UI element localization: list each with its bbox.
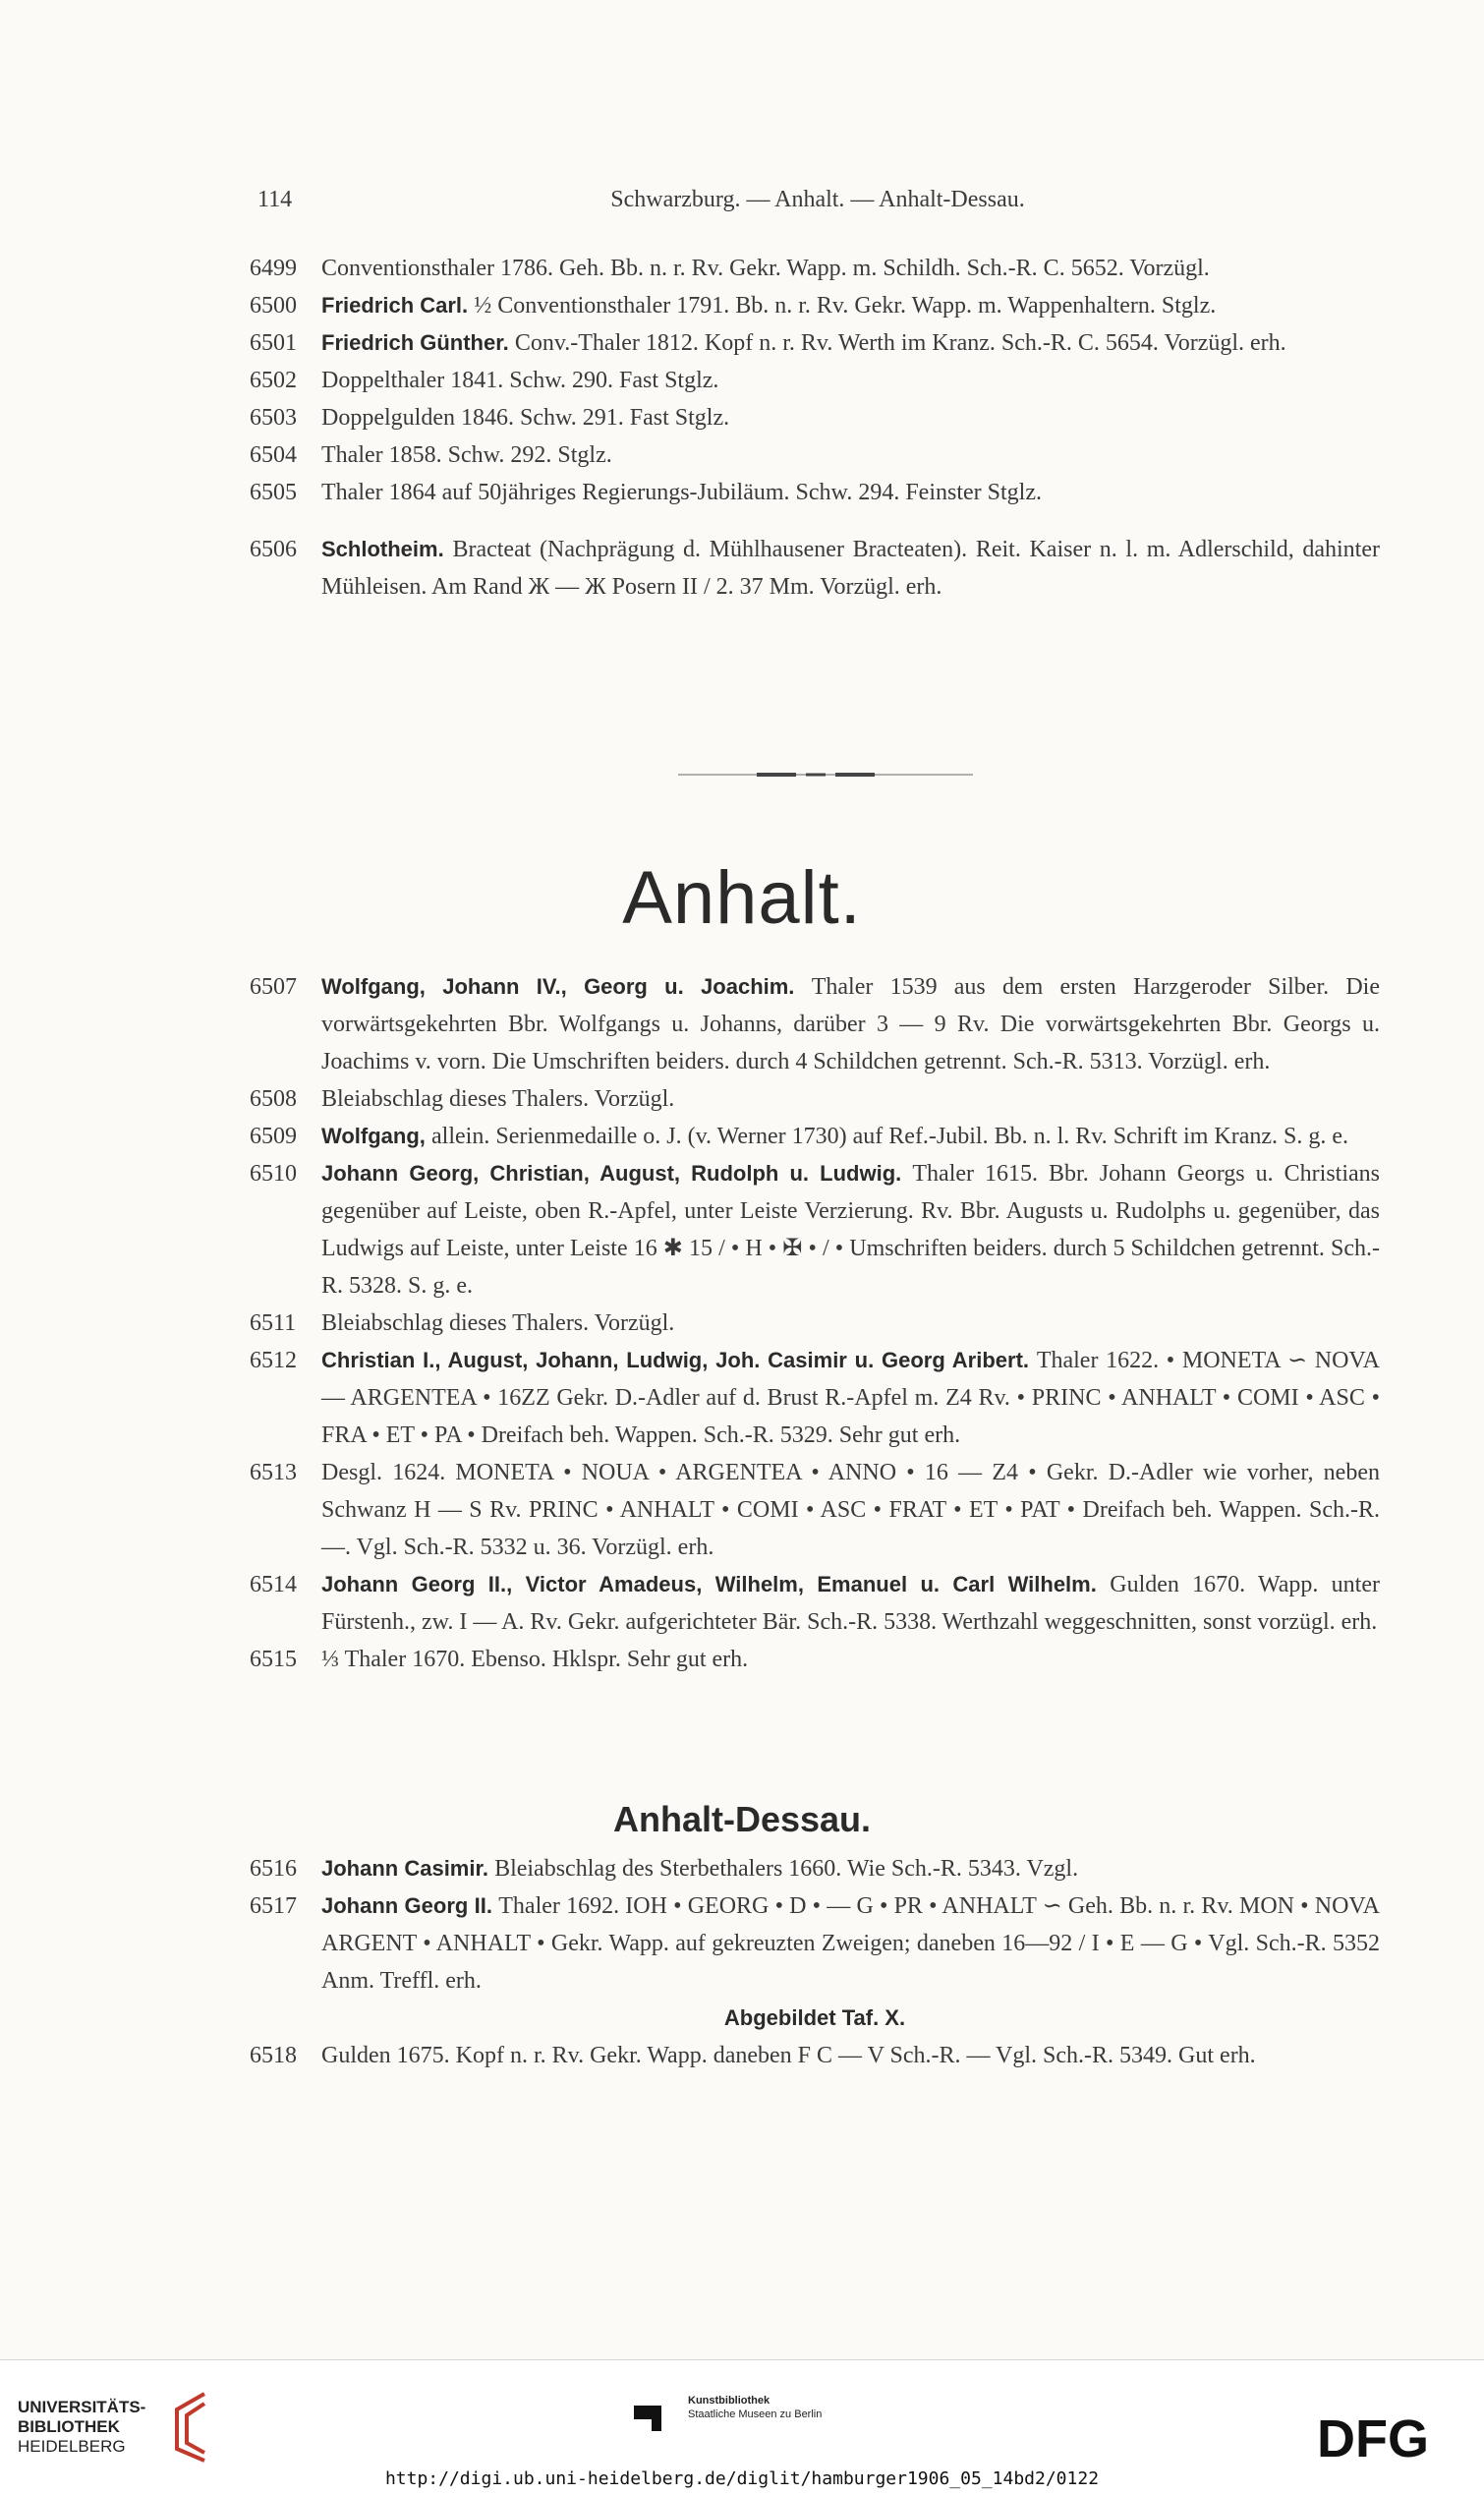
entry-ruler: Friedrich Günther.: [321, 330, 515, 355]
entry-ruler: Schlotheim.: [321, 537, 453, 561]
entries-schwarzburg: [250, 250, 1380, 606]
kunstbibliothek-label[interactable]: [688, 2394, 822, 2421]
section-heading-anhalt-dessau: Anhalt-Dessau.: [612, 1799, 872, 1839]
entry-text: ⅓ Thaler 1670. Ebenso. Hklspr. Sehr gut erh.: [321, 1647, 749, 1672]
running-title: Schwarzburg. — Anhalt. — Anhalt-Dessau.: [610, 187, 1025, 212]
entry-text: Doppelthaler 1841. Schw. 290. Fast Stglz.: [321, 368, 719, 393]
entry-ruler: Christian I., August, Johann, Ludwig, Joh. Casimir u. Georg Aribert.: [321, 1348, 1037, 1372]
entry-ruler: Wolfgang, Johann IV., Georg u. Joachim.: [321, 974, 812, 999]
catalog-entry: [250, 1641, 1380, 1678]
entry-number: 6500: [250, 293, 297, 319]
entry-number: 6501: [250, 330, 297, 356]
catalog-entry: [250, 436, 1380, 474]
logo-line: BIBLIOTHEK: [18, 2417, 120, 2436]
catalog-entry: [250, 1454, 1380, 1566]
university-library-logo[interactable]: [18, 2398, 145, 2457]
dfg-logo[interactable]: [1317, 2409, 1464, 2465]
entry-number: 6510: [250, 1161, 297, 1187]
entry-text: Thaler 1692. IOH • GEORG • D • — G • PR • ANHALT ∽ Geh. Bb. n. r. Rv. MON • NOVA ARGENT • ANHALT • Gekr. Wapp. auf gekreuzten Zweigen; daneben 16—92 / I • E — G • Vgl. Sch.-R. 5352 Anm. Treffl. erh.: [321, 1893, 1380, 1994]
university-mark-icon: [165, 2390, 210, 2463]
entry-text: ½ Conventionsthaler 1791. Bb. n. r. Rv. Gekr. Wapp. m. Wappenhaltern. Stglz.: [474, 293, 1217, 319]
catalog-entry: [250, 399, 1380, 436]
entry-text: allein. Serienmedaille o. J. (v. Werner 1730) auf Ref.-Jubil. Bb. n. l. Rv. Schrift im Kranz. S. g. e.: [431, 1124, 1349, 1149]
catalog-entry: [250, 362, 1380, 399]
entry-number: 6502: [250, 368, 297, 393]
catalog-entry: [250, 1887, 1380, 2000]
entry-number: 6505: [250, 480, 297, 505]
catalog-entry: [250, 1080, 1380, 1118]
entry-text: Conv.-Thaler 1812. Kopf n. r. Rv. Werth im Kranz. Sch.-R. C. 5654. Vorzügl. erh.: [514, 330, 1286, 356]
page-header: [257, 187, 1378, 226]
entry-text: Gulden 1670. Wapp. unter Fürstenh., zw. I — A. Rv. Gekr. aufgerichteter Bär. Sch.-R. 5338. Werthzahl weggeschnitten, sonst vorzügl. erh.: [321, 1572, 1380, 1635]
entry-number: 6509: [250, 1124, 297, 1149]
catalog-entry: [250, 1155, 1380, 1305]
entry-text: Doppelgulden 1846. Schw. 291. Fast Stglz.: [321, 405, 730, 431]
entry-number: 6499: [250, 256, 297, 281]
entry-number: 6514: [250, 1572, 297, 1597]
catalog-entry: [250, 968, 1380, 1080]
logo-line: UNIVERSITÄTS-: [18, 2398, 146, 2416]
entry-text: Thaler 1864 auf 50jähriges Regierungs-Jubiläum. Schw. 294. Feinster Stglz.: [321, 480, 1042, 505]
entry-number: 6504: [250, 442, 297, 468]
entry-number: 6515: [250, 1647, 297, 1672]
entry-text: Desgl. 1624. MONETA • NOUA • ARGENTEA • ANNO • 16 — Z4 • Gekr. D.-Adler wie vorher, neben Schwanz H — S Rv. PRINC • ANHALT • COMI • ASC • FRAT • ET • PAT • Dreifach beh. Wappen. Sch.-R. —. Vgl. Sch.-R. 5332 u. 36. Vorzügl. erh.: [321, 1460, 1380, 1560]
entry-ruler: Johann Georg II., Victor Amadeus, Wilhelm, Emanuel u. Carl Wilhelm.: [321, 1572, 1111, 1596]
entry-text: Thaler 1539 aus dem ersten Harzgeroder Silber. Die vorwärtsgekehrten Bbr. Wolfgangs u. Johanns, darüber 3 — 9 Rv. Die vorwärtsgekehrten Bbr. Georgs u. Joachims v. vorn. Die Umschriften beiders. durch 4 Schildchen getrennt. Sch.-R. 5313. Vorzügl. erh.: [321, 974, 1380, 1074]
kb-line: Kunstbibliothek: [688, 2395, 771, 2407]
catalog-entry: [250, 1342, 1380, 1454]
section-heading-anhalt: Anhalt.: [622, 856, 862, 940]
entry-number: 6517: [250, 1893, 297, 1919]
catalog-entry: [250, 531, 1380, 606]
entry-text: Thaler 1622. • MONETA ∽ NOVA — ARGENTEA • 16ZZ Gekr. D.-Adler auf d. Brust R.-Apfel m. Z4 Rv. • PRINC • ANHALT • COMI • ASC • FRA • ET • PA • Dreifach beh. Wappen. Sch.-R. 5329. Sehr gut erh.: [321, 1348, 1381, 1448]
entries-anhalt: [250, 968, 1380, 1678]
entry-ruler: Johann Georg II.: [321, 1893, 499, 1918]
viewer-footer: [0, 2359, 1484, 2495]
entry-text: Bleiabschlag des Sterbethalers 1660. Wie Sch.-R. 5343. Vzgl.: [494, 1856, 1079, 1882]
catalog-entry: [250, 1118, 1380, 1155]
catalog-entry: [250, 1566, 1380, 1641]
entry-text: Bleiabschlag dieses Thalers. Vorzügl.: [321, 1310, 675, 1336]
entry-ruler: Friedrich Carl.: [321, 293, 475, 318]
catalog-entry: [250, 474, 1380, 511]
entry-number: 6507: [250, 974, 297, 1000]
kb-line: Staatliche Museen zu Berlin: [688, 2408, 823, 2420]
entry-ruler: Johann Georg, Christian, August, Rudolph u. Ludwig.: [321, 1161, 913, 1186]
entry-number: 6512: [250, 1348, 297, 1373]
entry-text: Bleiabschlag dieses Thalers. Vorzügl.: [321, 1086, 675, 1112]
entries-anhalt-dessau: [250, 1850, 1380, 2074]
entry-text: Thaler 1615. Bbr. Johann Georgs u. Christians gegenüber auf Leiste, oben R.-Apfel, unter Leiste Verzierung. Rv. Bbr. Augusts u. Rudolphs u. gegenüber, das Ludwigs auf Leiste, unter Leiste 16 ✱ 15 / • H • ✠ • / • Umschriften beiders. durch 5 Schildchen getrennt. Sch.-R. 5328. S. g. e.: [321, 1161, 1381, 1299]
permalink-url[interactable]: http://digi.ub.uni-heidelberg.de/diglit/hamburger1906_05_14bd2/0122: [384, 2468, 1100, 2489]
catalog-entry: [250, 1305, 1380, 1342]
catalog-entry: [250, 1850, 1380, 1887]
catalog-entry: [250, 2037, 1380, 2074]
entry-number: 6516: [250, 1856, 297, 1882]
entry-text: Thaler 1858. Schw. 292. Stglz.: [321, 442, 612, 468]
page-number: 114: [257, 187, 293, 212]
logo-line: HEIDELBERG: [18, 2437, 126, 2456]
catalog-entry: [250, 324, 1380, 362]
entry-text: Gulden 1675. Kopf n. r. Rv. Gekr. Wapp. daneben F C — V Sch.-R. — Vgl. Sch.-R. 5349. Gut erh.: [321, 2043, 1256, 2068]
entry-number: 6503: [250, 405, 297, 431]
entry-ruler: Wolfgang,: [321, 1124, 432, 1148]
entry-number: 6508: [250, 1086, 297, 1112]
entry-number: 6506: [250, 537, 297, 562]
plate-reference: Abgebildet Taf. X.: [723, 2005, 906, 2030]
entry-ruler: Johann Casimir.: [321, 1856, 495, 1881]
entry-number: 6518: [250, 2043, 297, 2068]
entry-text: Bracteat (Nachprägung d. Mühlhausener Bracteaten). Reit. Kaiser n. l. m. Adlerschild, dahinter Mühleisen. Am Rand Ж — Ж Posern II / 2. 37 Mm. Vorzügl. erh.: [321, 537, 1380, 600]
entry-text: Conventionsthaler 1786. Geh. Bb. n. r. Rv. Gekr. Wapp. m. Schildh. Sch.-R. C. 5652. Vorzügl.: [321, 256, 1210, 281]
ornamental-divider: [678, 772, 973, 778]
dfg-text: DFG: [1317, 2409, 1429, 2465]
entry-number: 6513: [250, 1460, 297, 1485]
catalog-entry: [250, 250, 1380, 287]
entry-number: 6511: [250, 1310, 297, 1336]
catalog-entry: [250, 287, 1380, 324]
